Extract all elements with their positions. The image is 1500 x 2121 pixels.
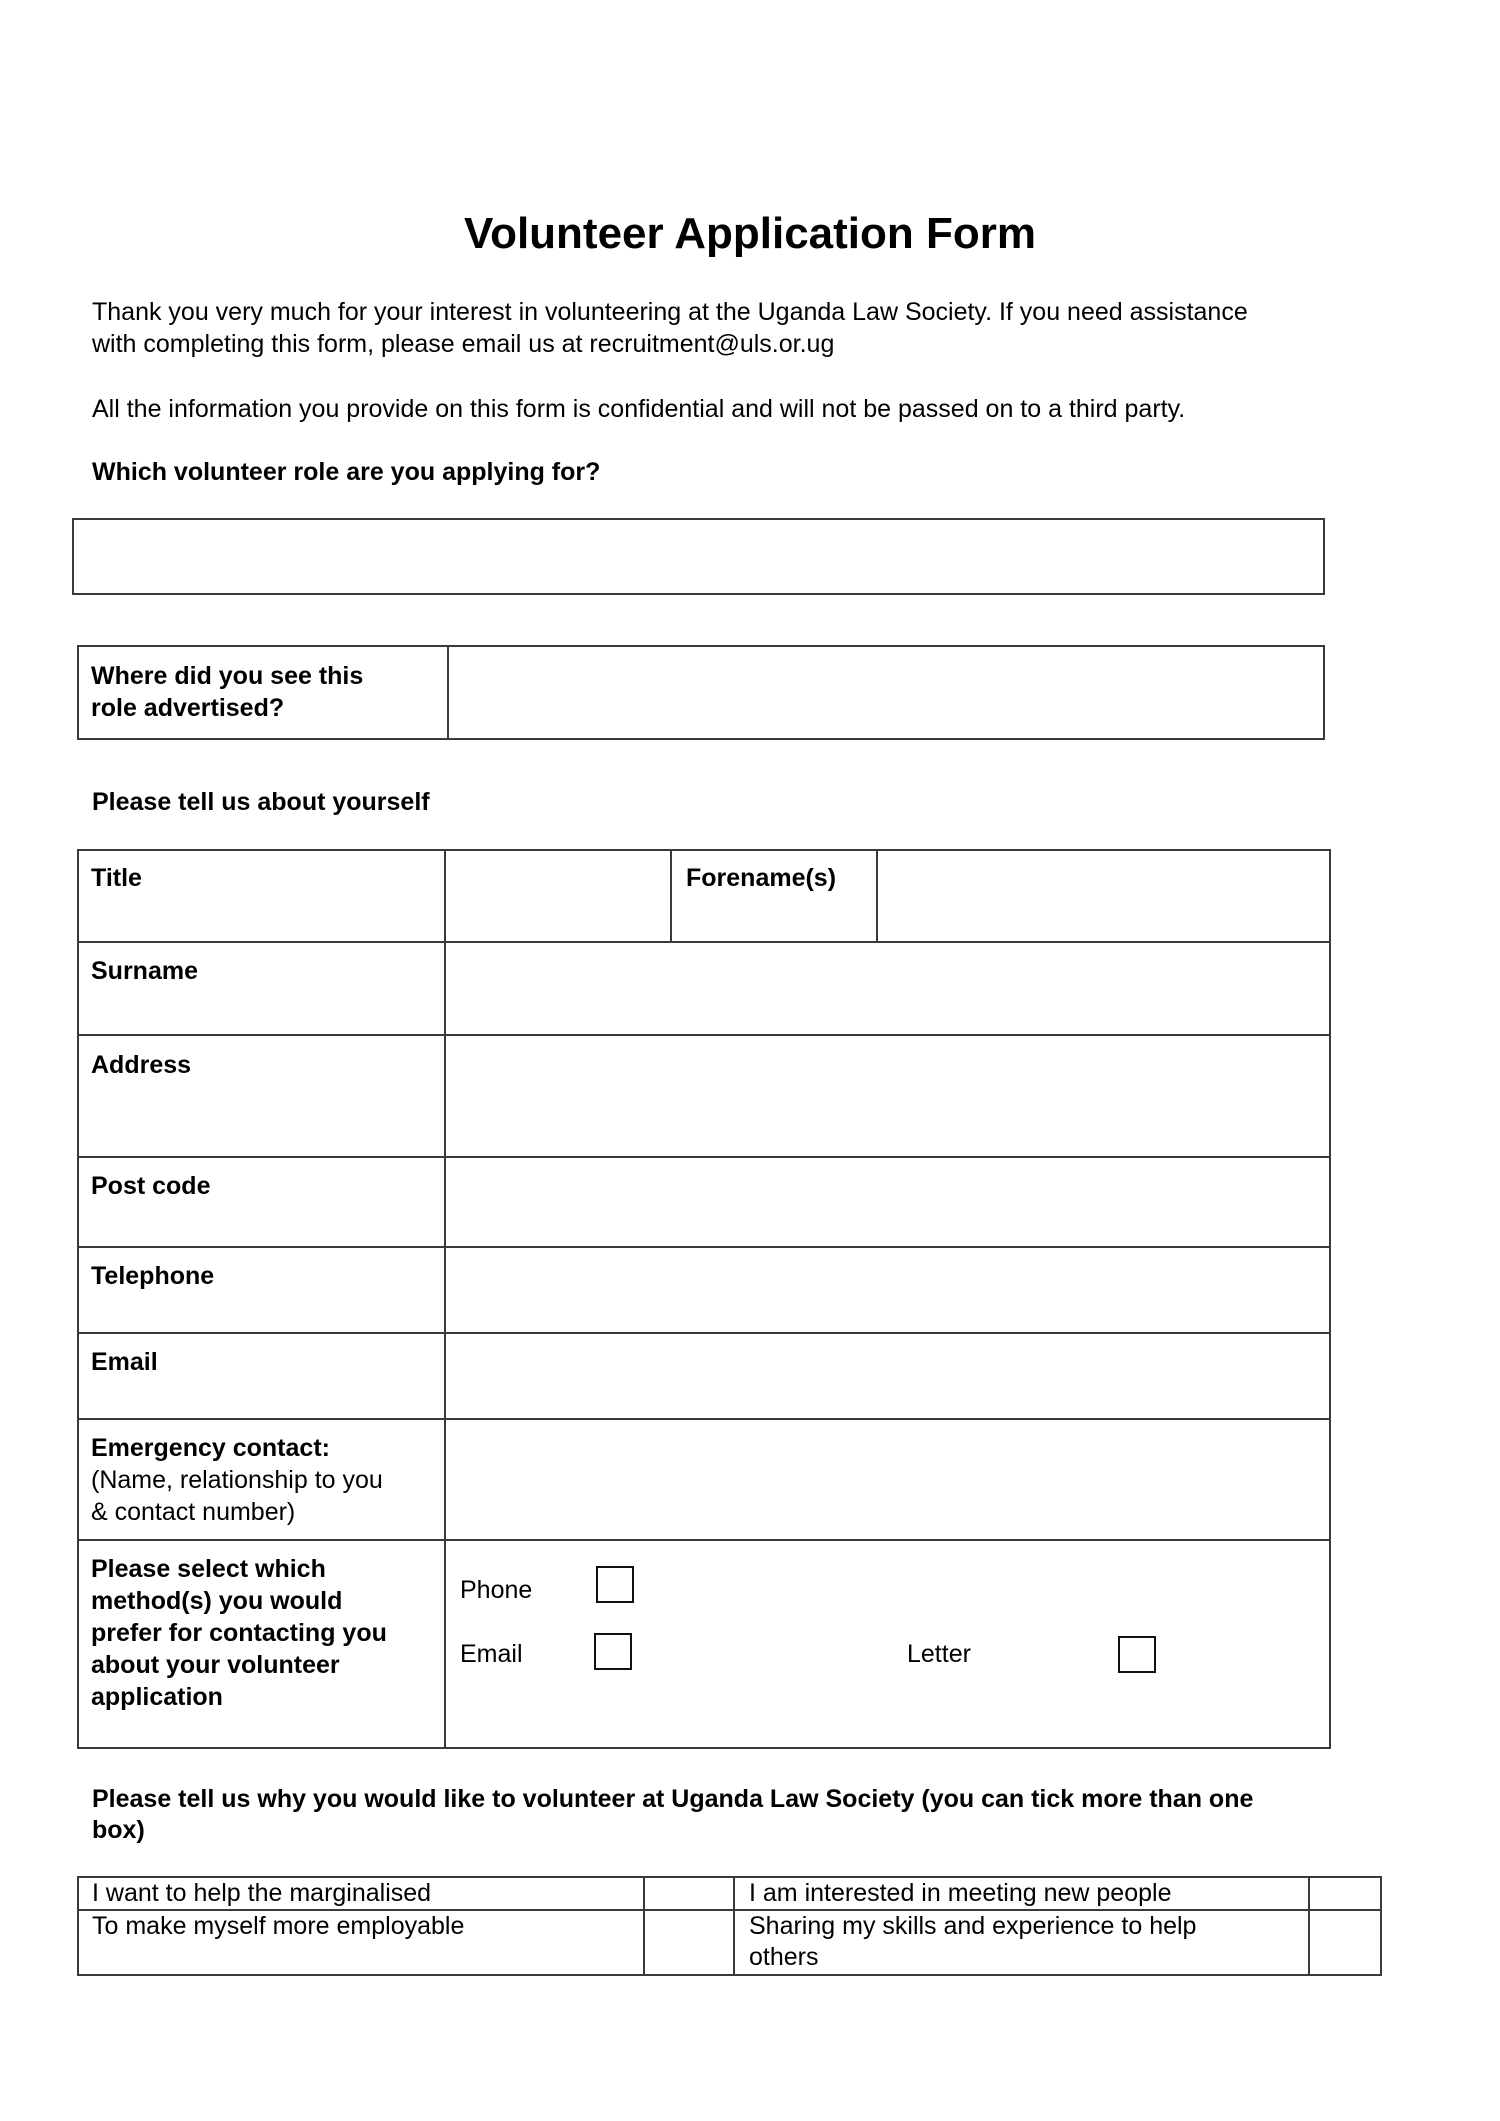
reason-sharing-skills-tick-cell[interactable]: [1310, 1911, 1380, 1974]
advert-label-line-1: Where did you see this: [91, 662, 364, 690]
contact-method-label-line-1: Please select which: [91, 1555, 326, 1583]
reasons-heading-line-2: box): [92, 1816, 145, 1844]
title-label: Title: [91, 864, 142, 892]
reason-marginalised-label: I want to help the marginalised: [92, 1879, 432, 1907]
reason-meeting-people-label: I am interested in meeting new people: [749, 1879, 1172, 1907]
contact-option-phone-label: Phone: [460, 1576, 533, 1604]
emergency-sublabel-line-2: & contact number): [91, 1498, 296, 1526]
reason-marginalised-tick-cell[interactable]: [645, 1878, 733, 1909]
reason-sharing-skills-label-line-1: Sharing my skills and experience to help: [749, 1912, 1197, 1940]
advert-input[interactable]: [449, 647, 1323, 738]
about-heading: Please tell us about yourself: [92, 788, 430, 816]
reason-employable-tick-cell[interactable]: [645, 1911, 733, 1974]
forenames-input[interactable]: [878, 851, 1329, 941]
telephone-input[interactable]: [446, 1248, 1329, 1332]
reason-meeting-people-tick-cell[interactable]: [1310, 1878, 1380, 1909]
contact-option-email-label: Email: [460, 1640, 523, 1668]
title-forename-divider: [670, 849, 672, 943]
telephone-label: Telephone: [91, 1262, 215, 1290]
role-heading: Which volunteer role are you applying for?: [92, 458, 601, 486]
surname-label: Surname: [91, 957, 198, 985]
address-input[interactable]: [446, 1036, 1329, 1156]
postcode-label: Post code: [91, 1172, 211, 1200]
intro-line-1: Thank you very much for your interest in volunteering at the Uganda Law Society. If you need assistance: [92, 298, 1248, 326]
contact-method-label-line-4: about your volunteer: [91, 1651, 340, 1679]
contact-letter-checkbox[interactable]: [1118, 1636, 1156, 1673]
contact-email-checkbox[interactable]: [594, 1633, 632, 1670]
intro-line-2: with completing this form, please email us at recruitment@uls.or.ug: [92, 330, 835, 358]
forenames-label: Forename(s): [686, 864, 837, 892]
contact-phone-checkbox[interactable]: [596, 1566, 634, 1603]
emergency-input[interactable]: [446, 1420, 1329, 1539]
page-title: Volunteer Application Form: [463, 209, 1037, 258]
confidential-note: All the information you provide on this form is confidential and will not be passed on to a third party.: [92, 395, 1186, 423]
email-input[interactable]: [446, 1334, 1329, 1418]
contact-method-label-line-2: method(s) you would: [91, 1587, 343, 1615]
postcode-input[interactable]: [446, 1158, 1329, 1246]
advert-label-line-2: role advertised?: [91, 694, 285, 722]
contact-method-label-line-3: prefer for contacting you: [91, 1619, 387, 1647]
address-label: Address: [91, 1051, 192, 1079]
emergency-label: Emergency contact:: [91, 1434, 330, 1462]
reasons-divider: [733, 1876, 735, 1976]
role-input[interactable]: [72, 518, 1325, 595]
contact-method-label-line-5: application: [91, 1683, 223, 1711]
contact-option-letter-label: Letter: [907, 1640, 971, 1668]
surname-input[interactable]: [446, 943, 1329, 1034]
email-label: Email: [91, 1348, 158, 1376]
row-line: [77, 1539, 1331, 1541]
reasons-heading-line-1: Please tell us why you would like to volunteer at Uganda Law Society (you can tick more than one: [92, 1785, 1254, 1813]
emergency-sublabel-line-1: (Name, relationship to you: [91, 1466, 383, 1494]
reason-employable-label: To make myself more employable: [92, 1912, 465, 1940]
reason-sharing-skills-label-line-2: others: [749, 1943, 819, 1971]
title-input[interactable]: [446, 851, 670, 941]
